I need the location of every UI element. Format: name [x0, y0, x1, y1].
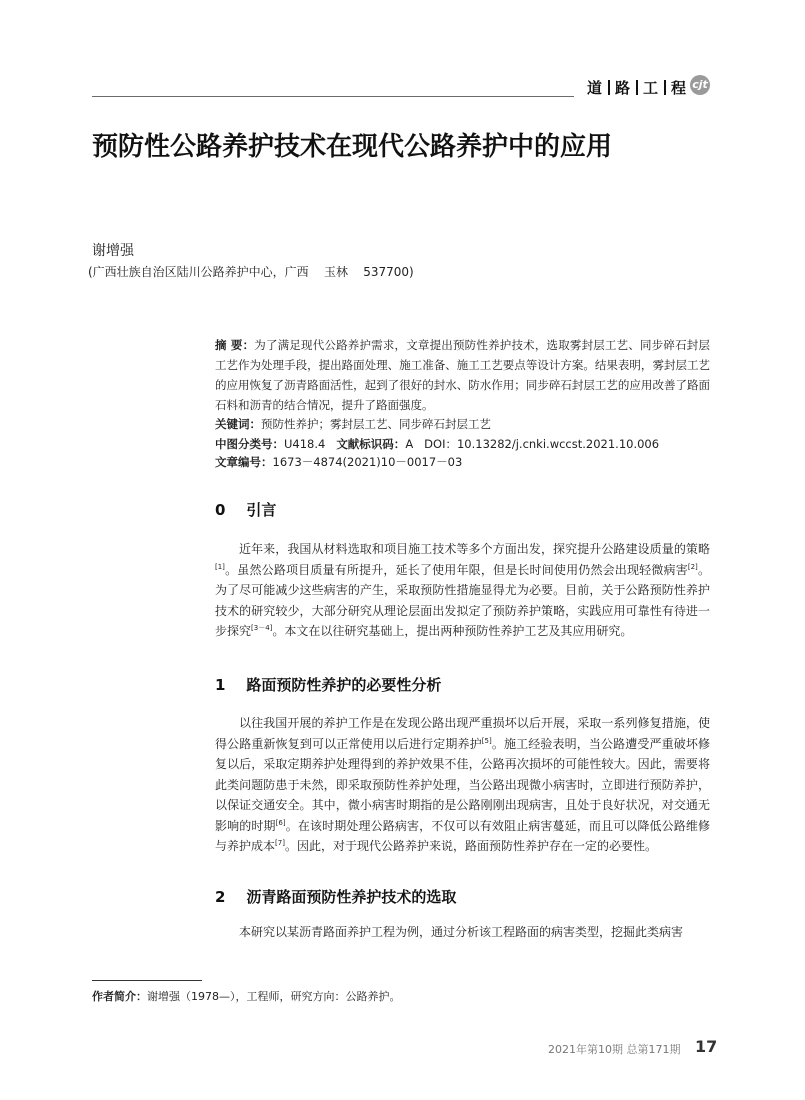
citation-ref: [7]: [275, 839, 285, 847]
article-number: [215, 452, 710, 472]
issue-info: 2021年第10期 总第171期: [548, 1043, 681, 1056]
section-heading-necessity: 1 路面预防性养护的必要性分析: [215, 676, 442, 694]
journal-section-title: [587, 77, 687, 98]
citation-ref: [1]: [215, 562, 225, 571]
citation-ref: [5]: [481, 736, 492, 745]
keywords-text: 预防性养护；雾封层工艺、同步碎石封层工艺: [261, 417, 491, 431]
section-char: 工: [643, 79, 660, 97]
paragraph-selection: [215, 922, 710, 943]
clc-value: U418.4: [284, 437, 326, 451]
author-name: 谢增强: [92, 243, 134, 259]
author-bio-label: 作者简介：: [92, 990, 147, 1003]
clc-label: 中图分类号：: [215, 437, 284, 451]
text-run: 。在该时期处理公路病害，不仅可以有效阻止病害蔓延，而且可以降低公路维修与养护成本: [215, 818, 710, 853]
section-char: 道: [587, 79, 604, 97]
citation-ref: [6]: [275, 818, 286, 827]
footnote-rule: [92, 980, 202, 981]
text-run: 。因此，对于现代公路养护来说，路面预防性养护存在一定的必要性。: [284, 839, 657, 853]
article-number-value: 1673－4874(2021)10－0017－03: [272, 455, 463, 469]
section-separator: [636, 80, 638, 95]
article-title: 预防性公路养护技术在现代公路养护中的应用: [92, 132, 613, 162]
citation-ref: [2]: [687, 562, 698, 571]
doc-code-label: 文献标识码：: [336, 437, 406, 451]
section-separator: [608, 80, 610, 95]
section-char: 路: [615, 79, 632, 97]
section-heading-selection: 2 沥青路面预防性养护技术的选取: [215, 888, 457, 906]
paragraph-intro: [215, 539, 710, 642]
abstract-label: 摘 要：: [215, 338, 255, 352]
doc-code-value: A: [405, 437, 414, 451]
paragraph-necessity: [215, 713, 710, 857]
author-bio-footnote: [92, 988, 401, 1004]
keywords: [215, 414, 710, 434]
abstract-text: 为了满足现代公路养护需求，文章提出预防性养护技术，选取雾封层工艺、同步碎石封层工艺作为处理手段，提出路面处理、施工准备、施工工艺要点等设计方案。结果表明，雾封层工艺的应用恢复了沥青路面活性，起到了很好的封水、防水作用；同步碎石封层工艺的应用改善了路面石料和沥青的结合情况，提升了路面强度。: [215, 338, 710, 412]
section-heading-intro: 0 引言: [215, 501, 277, 519]
header-rule: [92, 96, 574, 97]
text-run: 。为了尽可能减少这些病害的产生，采取预防性措施显得尤为必要。目前，关于公路预防性养护技术的研究较少，大部分研究从理论层面出发拟定了预防养护策略，实践应用可靠性有待进一步探究: [215, 562, 710, 638]
author-bio-text: 谢增强（1978—），工程师，研究方向：公路养护。: [147, 990, 401, 1003]
doi-label: DOI：: [424, 437, 457, 451]
author-affiliation: (广西壮族自治区陆川公路养护中心，广西 玉林 537700): [88, 265, 414, 279]
classification-line: [215, 434, 710, 454]
text-run: 以往我国开展的养护工作是在发现公路出现严重损坏以后开展，采取一系列修复措施，使得公路重新恢复到可以正常使用以后进行定期养护: [215, 716, 710, 751]
page-number: 17: [695, 1037, 718, 1056]
article-number-label: 文章编号：: [215, 455, 273, 469]
journal-logo-icon: cjt: [690, 75, 710, 95]
section-char: 程: [671, 79, 688, 97]
text-run: 。施工经验表明，当公路遭受严重破坏修复以后，采取定期养护处理得到的养护效果不佳，公路再次损坏的可能性较大。因此，需要将此类问题防患于未然，即采取预防性养护处理，当公路出现微小病害时，立即进行预防养护，以保证交通安全。其中，微小病害时期指的是公路刚刚出现病害，且处于良好状况，对交通无影响的时期: [215, 736, 710, 833]
text-run: 。本文在以往研究基础上，提出两种预防性养护工艺及其应用研究。: [272, 624, 633, 638]
abstract: [215, 335, 710, 415]
citation-ref: [3－4]: [251, 624, 273, 632]
doi-value: 10.13282/j.cnki.wccst.2021.10.006: [456, 437, 660, 451]
keywords-label: 关键词：: [215, 417, 261, 431]
section-separator: [664, 80, 666, 95]
text-run: 近年来，我国从材料选取和项目施工技术等多个方面出发，探究提升公路建设质量的策略: [239, 542, 710, 556]
text-run: 。虽然公路项目质量有所提升，延长了使用年限，但是长时间使用仍然会出现轻微病害: [224, 562, 688, 577]
text-run: 本研究以某沥青路面养护工程为例，通过分析该工程路面的病害类型，挖掘此类病害: [239, 925, 684, 939]
